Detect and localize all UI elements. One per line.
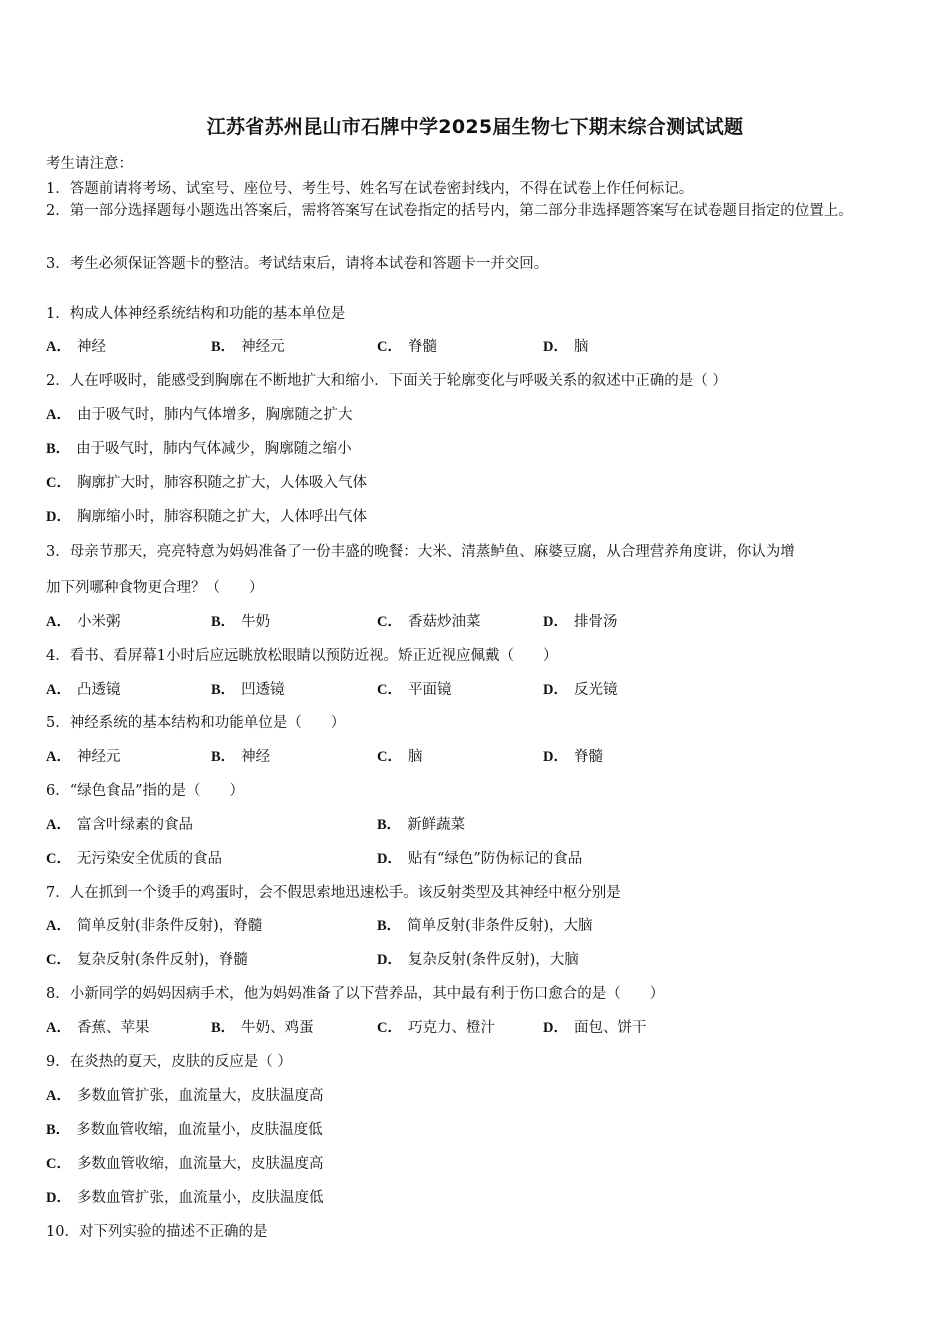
notice-item: 1．答题前请将考场、试室号、座位号、考生号、姓名写在试卷密封线内，不得在试卷上作任何标记。 xyxy=(46,181,694,197)
option: D． 贴有“绿色”防伪标记的食品 xyxy=(377,851,583,867)
question-stem: 9．在炎热的夏天，皮肤的反应是（ ） xyxy=(46,1054,292,1070)
option: D． 脑 xyxy=(543,339,589,355)
option: B． 牛奶 xyxy=(211,614,271,630)
option: C． 复杂反射(条件反射)，脊髓 xyxy=(46,952,248,968)
option: A． 由于吸气时，肺内气体增多，胸廓随之扩大 xyxy=(46,407,353,423)
option: D． 脊髓 xyxy=(543,749,603,765)
option: B． 神经元 xyxy=(211,339,285,355)
option: D． 复杂反射(条件反射)，大脑 xyxy=(377,952,579,968)
option: C． 胸廓扩大时，肺容积随之扩大，人体吸入气体 xyxy=(46,475,367,491)
question-stem: 6．“绿色食品”指的是（ ） xyxy=(46,783,245,799)
option: A． 小米粥 xyxy=(46,614,121,630)
notice-item: 2．第一部分选择题每小题选出答案后，需将答案写在试卷指定的括号内，第二部分非选择题答案写在试卷题目指定的位置上。 xyxy=(46,203,853,219)
option: D． 多数血管扩张，血流量小，皮肤温度低 xyxy=(46,1190,324,1206)
option: B． 新鲜蔬菜 xyxy=(377,817,466,833)
option: B． 多数血管收缩，血流量小，皮肤温度低 xyxy=(46,1122,323,1138)
option: A． 多数血管扩张，血流量大，皮肤温度高 xyxy=(46,1088,324,1104)
option: B． 凹透镜 xyxy=(211,682,285,698)
question-stem: 1．构成人体神经系统结构和功能的基本单位是 xyxy=(46,306,346,322)
question-stem: 4．看书、看屏幕1小时后应远眺放松眼睛以预防近视。矫正近视应佩戴（ ） xyxy=(46,648,558,664)
option: B． 由于吸气时，肺内气体减少，胸廓随之缩小 xyxy=(46,441,352,457)
option: A． 凸透镜 xyxy=(46,682,121,698)
option: C． 脑 xyxy=(377,749,423,765)
question-stem-continued: 加下列哪种食物更合理？（ ） xyxy=(46,580,264,596)
option: A． 简单反射(非条件反射)，脊髓 xyxy=(46,918,263,934)
notice-heading: 考生请注意： xyxy=(46,156,133,172)
option: C． 平面镜 xyxy=(377,682,452,698)
option: C． 多数血管收缩，血流量大，皮肤温度高 xyxy=(46,1156,324,1172)
option: A． 富含叶绿素的食品 xyxy=(46,817,193,833)
option: D． 反光镜 xyxy=(543,682,618,698)
question-stem: 2．人在呼吸时，能感受到胸廓在不断地扩大和缩小．下面关于轮廓变化与呼吸关系的叙述中正确的是（ ） xyxy=(46,373,727,389)
question-stem: 8．小新同学的妈妈因病手术，他为妈妈准备了以下营养品，其中最有利于伤口愈合的是（ ） xyxy=(46,986,665,1002)
option: C． 无污染安全优质的食品 xyxy=(46,851,222,867)
option: D． 面包、饼干 xyxy=(543,1020,647,1036)
option: D． 排骨汤 xyxy=(543,614,618,630)
notice-item: 3．考生必须保证答题卡的整洁。考试结束后，请将本试卷和答题卡一并交回。 xyxy=(46,256,549,272)
option: C． 脊髓 xyxy=(377,339,437,355)
option: A． 神经 xyxy=(46,339,106,355)
question-stem: 10．对下列实验的描述不正确的是 xyxy=(46,1224,268,1240)
option: C． 巧克力、橙汁 xyxy=(377,1020,495,1036)
option: A． 神经元 xyxy=(46,749,121,765)
question-stem: 7．人在抓到一个烫手的鸡蛋时，会不假思索地迅速松手。该反射类型及其神经中枢分别是 xyxy=(46,885,621,901)
option: C． 香菇炒油菜 xyxy=(377,614,481,630)
page-title: 江苏省苏州昆山市石牌中学2025届生物七下期末综合测试试题 xyxy=(206,116,744,138)
option: A． 香蕉、苹果 xyxy=(46,1020,150,1036)
option: D． 胸廓缩小时，肺容积随之扩大，人体呼出气体 xyxy=(46,509,367,525)
question-stem: 5．神经系统的基本结构和功能单位是（ ） xyxy=(46,715,346,731)
option: B． 牛奶、鸡蛋 xyxy=(211,1020,314,1036)
option: B． 神经 xyxy=(211,749,271,765)
question-stem: 3．母亲节那天，亮亮特意为妈妈准备了一份丰盛的晚餐：大米、清蒸鲈鱼、麻婆豆腐，从合理营养角度讲，你认为增 xyxy=(46,544,795,560)
option: B． 简单反射(非条件反射)，大脑 xyxy=(377,918,593,934)
